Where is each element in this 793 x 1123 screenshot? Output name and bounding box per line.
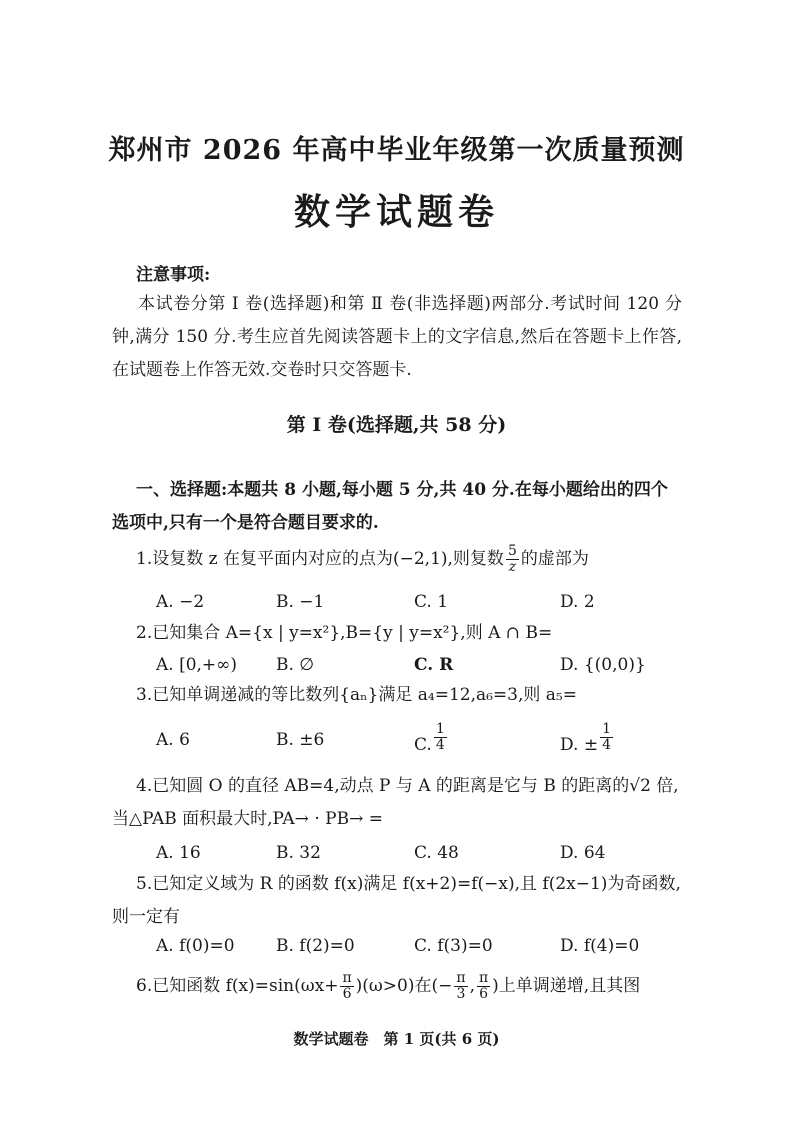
exam-subtitle: 数学试题卷 [293, 191, 499, 233]
option-c: C. f(3)=0 [414, 936, 493, 956]
option-d: D. {(0,0)} [560, 655, 646, 675]
exam-title: 郑州市 2026 年高中毕业年级第一次质量预测 [108, 135, 685, 166]
option-c: C. 48 [414, 843, 459, 863]
part-heading: 第 Ⅰ 卷(选择题,共 58 分) [286, 414, 507, 436]
question-5: 5.已知定义域为 R 的函数 f(x)满足 f(x+2)=f(−x),且 f(2x−1)为奇函数,则一定有 [112, 874, 681, 927]
option-b: B. 32 [276, 843, 321, 863]
option-a: A. 6 [156, 730, 190, 750]
question-3-options [156, 722, 696, 754]
option-d: D. f(4)=0 [560, 936, 640, 956]
option-a: A. [0,+∞) [156, 655, 237, 675]
option-a: A. 16 [156, 843, 201, 863]
notice-heading: 注意事项: [136, 265, 211, 285]
question-2: 2.已知集合 A={x | y=x²},B={y | y=x²},则 A ∩ B= [136, 623, 553, 643]
question-1-stem-end: 的虚部为 [520, 549, 589, 569]
option-c: C. $\frac{1}{4}$ [414, 721, 445, 755]
option-c: C. R [414, 655, 454, 675]
question-6-fraction-2: $\frac{\pi}{3}$ [456, 970, 466, 1002]
option-b: B. ±6 [276, 730, 325, 750]
question-6-fraction-3: $\frac{\pi}{6}$ [478, 970, 489, 1002]
page-footer: 数学试题卷 第 1 页(共 6 页) [293, 1030, 500, 1048]
question-6-fraction-1: $\frac{\pi}{6}$ [342, 970, 352, 1002]
option-d: D. 64 [560, 843, 606, 863]
question-1-stem: 1.设复数 z 在复平面内对应的点为(−2,1),则复数 [136, 549, 504, 569]
question-4: 4.已知圆 O 的直径 AB=4,动点 P 与 A 的距离是它与 B 的距离的√2 倍,当△PAB 面积最大时,PA→ · PB→ = [112, 776, 679, 829]
section-heading: 一、选择题:本题共 8 小题,每小题 5 分,共 40 分.在每小题给出的四个选项中,只有一个是符合题目要求的. [112, 480, 668, 533]
option-b: B. −1 [276, 592, 325, 612]
question-1-fraction: $\frac{5}{z}$ [507, 543, 517, 575]
option-d: D. 2 [560, 592, 595, 612]
option-c: C. 1 [414, 592, 449, 612]
question-6: 6.已知函数 f(x)=sin(ωx+ $\frac{\pi}{6}$ )(ω>0)在(− $\frac{\pi}{3}$ , $\frac{\pi}{6}$ )上单调递增,且其图 [136, 970, 641, 1002]
option-a: A. f(0)=0 [156, 936, 235, 956]
option-d-fraction: $\frac{1}{4}$ [602, 721, 611, 753]
question-5-options [156, 936, 696, 968]
option-c-fraction: $\frac{1}{4}$ [435, 721, 445, 753]
option-b: B. f(2)=0 [276, 936, 355, 956]
option-a: A. −2 [156, 592, 205, 612]
notice-body: 本试卷分第 Ⅰ 卷(选择题)和第 Ⅱ 卷(非选择题)两部分.考试时间 120 分钟,满分 150 分.考生应首先阅读答题卡上的文字信息,然后在答题卡上作答,在试题卷上作答无效.交卷时只交答题卡. [112, 294, 682, 380]
question-3: 3.已知单调递减的等比数列{aₙ}满足 a₄=12,a₆=3,则 a₅= [136, 685, 577, 705]
option-b: B. ∅ [276, 655, 315, 675]
option-d: D. ± $\frac{1}{4}$ [560, 721, 611, 755]
question-1 [136, 543, 684, 576]
